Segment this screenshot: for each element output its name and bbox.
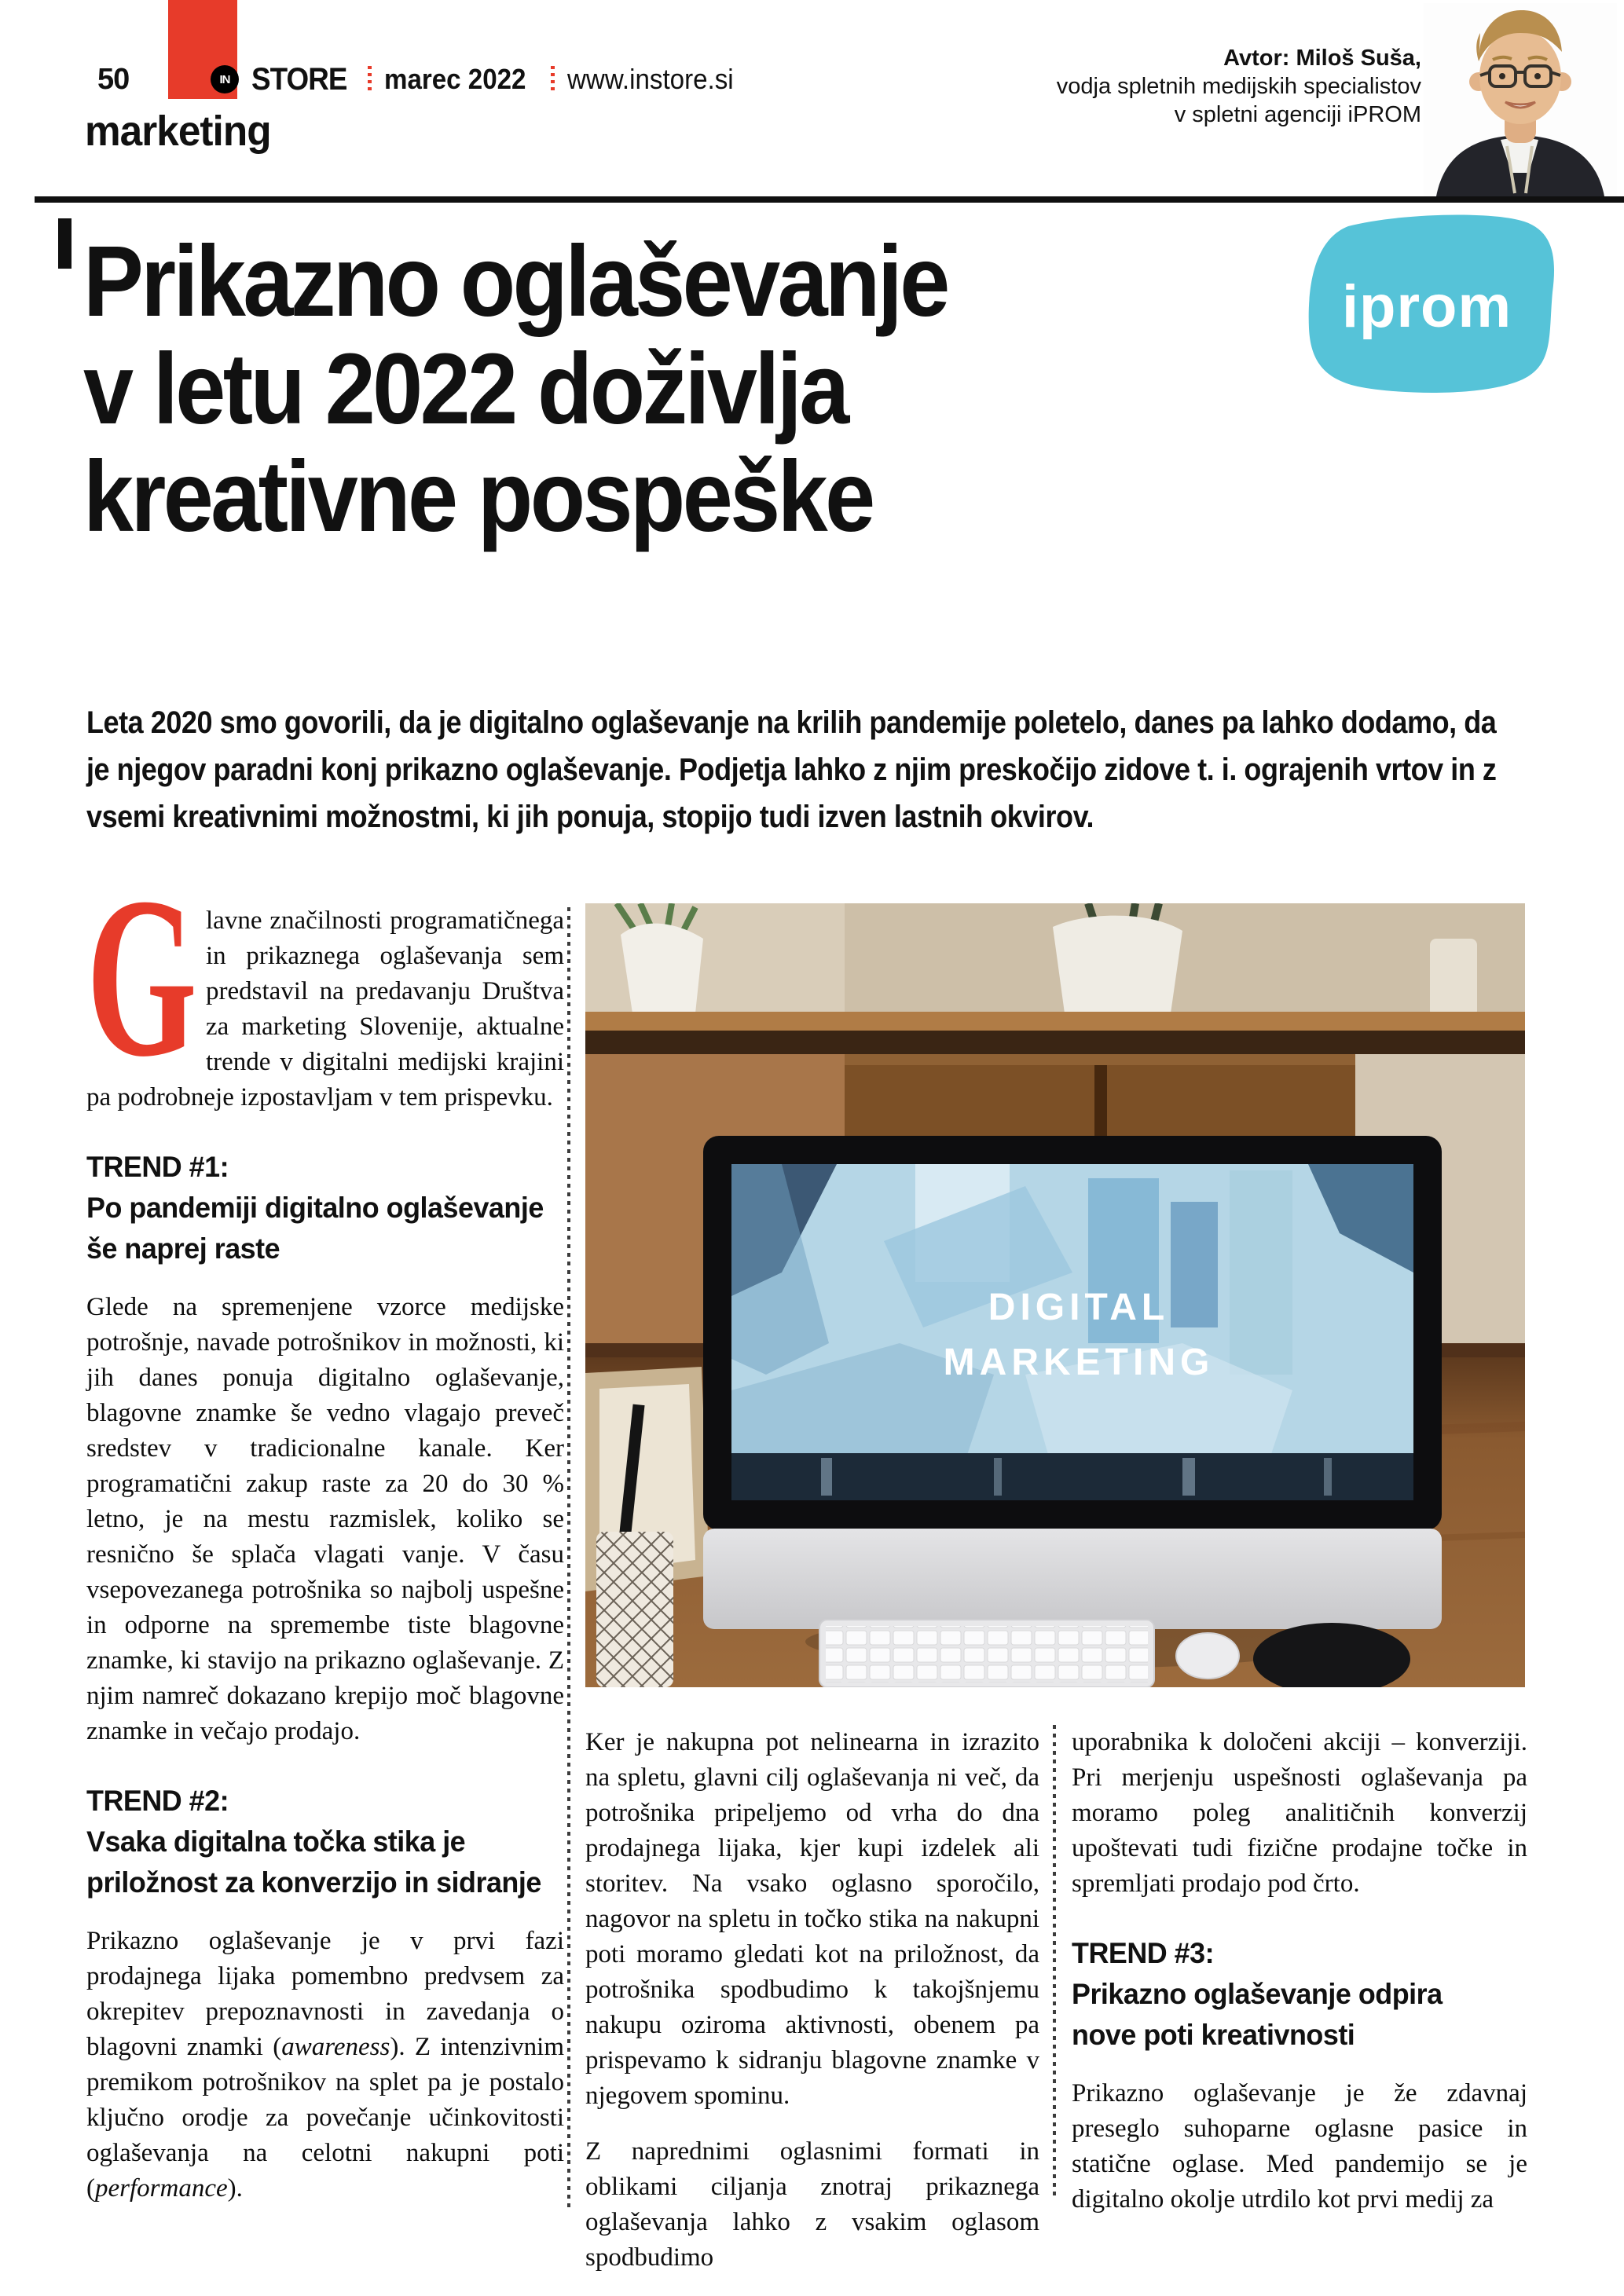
website-link[interactable]: www.instore.si: [567, 63, 734, 95]
masthead-dotted-divider: [551, 66, 555, 93]
section-title: marketing: [85, 108, 271, 155]
patterned-vase: [596, 1532, 673, 1687]
drop-cap: G: [86, 851, 197, 1104]
article-column-1: [86, 851, 564, 2206]
article-photo-imac-digital-marketing: [585, 903, 1525, 1687]
author-photo: [1424, 3, 1617, 196]
trend3-title: Prikazno oglaševanje odpira nove poti kreativnosti: [1072, 1978, 1443, 2051]
author-role-line1: vodja spletnih medijskih specialistov: [1056, 74, 1421, 99]
vase-right: [1430, 939, 1477, 1017]
column-divider: [567, 907, 570, 2207]
issue-date: marec 2022: [384, 63, 526, 95]
trend1-title: Po pandemiji digitalno oglaševanje še naprej raste: [86, 1192, 544, 1265]
headline-tick-mark: [58, 218, 71, 269]
iprom-logo: [1303, 211, 1562, 399]
headline-line1: Prikazno oglaševanje: [83, 225, 948, 338]
author-role-line2: v spletni agenciji iPROM: [1174, 102, 1421, 127]
intro-paragraph: G lavne značilnosti programatičnega in prikaznega oglaševanja sem predstavil na predavanju Društva za marketing Slovenije, aktualne trende v digitalni medijski krajini pa podrobneje izpostavljam v tem prispevku.: [86, 851, 564, 1111]
article-column-3: [1072, 1725, 1527, 2217]
headline-line3: kreativne pospeške: [83, 441, 873, 553]
article-column-2: [585, 1725, 1039, 2276]
page-number: 50: [97, 63, 130, 96]
keyboard: [819, 1620, 1154, 1687]
italic-term-awareness: awareness: [281, 2033, 390, 2061]
col2-paragraph-1: Ker je nakupna pot nelinearna in izrazito na spletu, glavni cilj oglaševanja ni več, da potrošnika pripeljemo od vrha do dna prodajnega lijaka, kjer kupi izdelek ali storitev. Na vsako oglasno sporočilo, nagovor na spletu in točko stika na nakupni poti moramo gledati kot na priložnost, da potrošnika spodbudimo k takojšnjemu nakupu oziroma aktivnosti, obenem pa prispevamo k sidranju blagovne znamke v njegovem spominu.: [585, 1728, 1039, 2110]
author-name: Avtor: Miloš Suša,: [1223, 46, 1421, 71]
header-rule: [35, 196, 1624, 203]
trend1-body: Glede na spremenjene vzorce medijske potrošnje, navade potrošnikov in možnosti, ki jih danes ponuja digitalno oglaševanje, blagovne znamke še vedno vlagajo preveč sredstev v tradicionalne kanale. Ker programatični zakup raste za 20 do 30 % letno, je na mestu razmislek, koliko se resnično še splača vlagati vanje. V času vsepovezanega potrošnika so najbolj uspešne in odporne na spremembe tiste blagovne znamke, ki stavijo na prikazno oglaševanje. Z njim namreč dokazano krepijo moč blagovne znamke in večajo prodajo.: [86, 1293, 564, 1745]
svg-text:MARKETING: MARKETING: [943, 1342, 1215, 1383]
headline-line2: v letu 2022 doživlja: [83, 333, 847, 445]
trend3-kicker: TREND #3:: [1072, 1937, 1215, 1969]
svg-text:iprom: iprom: [1341, 273, 1512, 340]
masthead: [211, 61, 748, 97]
trend2-title: Vsaka digitalna točka stika je priložnost za konverzijo in sidranje: [86, 1825, 541, 1899]
mouse: [1176, 1633, 1239, 1679]
trend3-body: Prikazno oglaševanje je že zdavnaj preseglo suhoparne oglasne pasice in statične oglase. Med pandemijo se je digitalno okolje utrdilo kot prvi medij za: [1072, 2079, 1527, 2214]
svg-text:DIGITAL: DIGITAL: [988, 1287, 1170, 1328]
trend1-heading: [86, 1147, 550, 1269]
lead-paragraph: Leta 2020 smo govorili, da je digitalno oglaševanje na krilih pandemije poletelo, danes pa lahko dodamo, da je njegov paradni konj prikazno oglaševanje. Podjetja lahko z njim preskočijo zidove t. i. ograjenih vrtov in z vsemi kreativnimi možnostmi, ki jih ponuja, stopijo tudi izven lastnih okvirov.: [86, 705, 1497, 834]
imac-monitor: [703, 1136, 1442, 1686]
column-divider: [1053, 1725, 1056, 2196]
author-block: [1057, 44, 1421, 129]
col2-paragraph-2: Z naprednimi oglasnimi formati in oblikami ciljanja znotraj prikaznega oglaševanja lahko z vsakim oglasom spodbudimo: [585, 2137, 1039, 2272]
trend3-heading: [1072, 1933, 1514, 2056]
trend1-kicker: TREND #1:: [86, 1151, 229, 1183]
trend2-heading: [86, 1781, 550, 1903]
italic-term-performance: performance: [95, 2174, 228, 2203]
trend2-kicker: TREND #2:: [86, 1785, 229, 1817]
instore-in-circle-logo: IN: [211, 65, 239, 93]
trend2-body: Prikazno oglaševanje je v prvi fazi prodajnega lijaka pomembno predvsem za okrepitev prepoznavnosti in zavedanja o blagovni znamki (awareness). Z intenzivnim premikom potrošnikov na splet pa je postalo ključno orodje za povečanje učinkovitosti oglaševanja na celotni nakupni poti (performance).: [86, 1927, 564, 2203]
masthead-dotted-divider: [368, 66, 372, 93]
col3-paragraph-1: uporabnika k določeni akciji – konverziji. Pri merjenju uspešnosti oglaševanja pa moramo poleg analitičnih konverzij upoštevati tudi fizične prodajne točke in spremljati prodajo pod črto.: [1072, 1728, 1527, 1898]
instore-wordmark: STORE: [251, 61, 347, 97]
article-headline: [83, 225, 1427, 553]
